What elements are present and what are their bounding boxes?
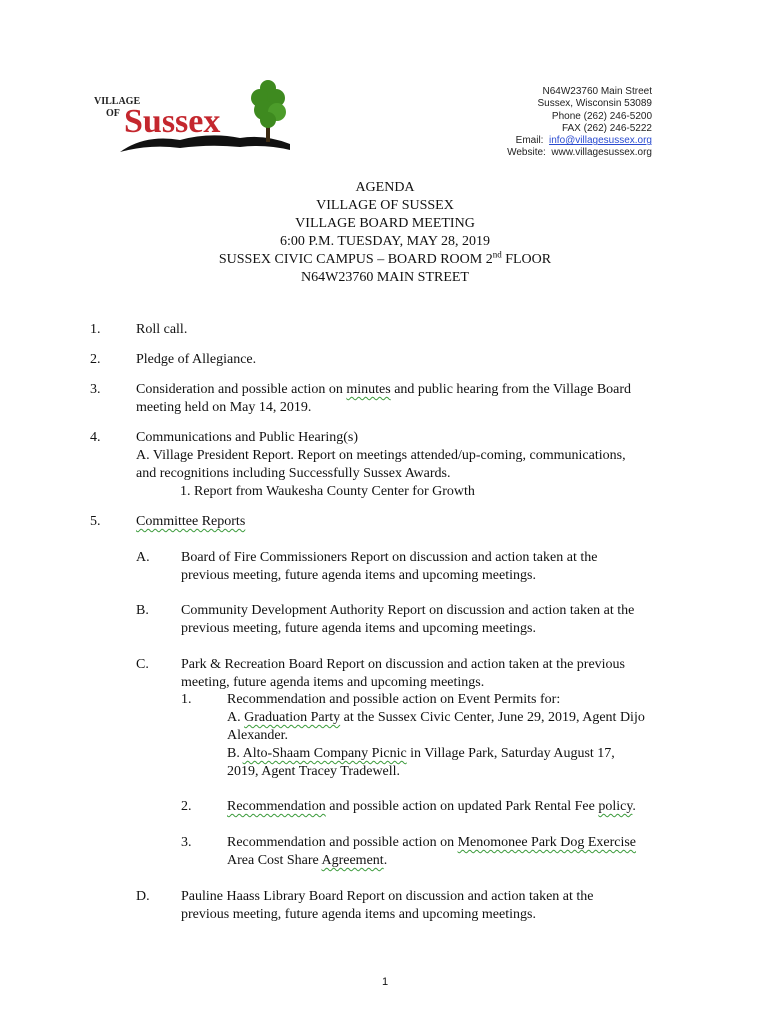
- sub-letter-b: B.: [136, 603, 149, 618]
- picnic-line2: 2019, Agent Tracey Tradewell.: [227, 764, 401, 779]
- item-waukesha-report: 1. Report from Waukesha County Center for Growth: [180, 484, 475, 499]
- address-street: N64W23760 Main Street: [542, 86, 652, 97]
- header-location-main: SUSSEX CIVIC CAMPUS – BOARD ROOM 2: [218, 252, 493, 267]
- recommendation-link[interactable]: Recommendation: [227, 799, 326, 814]
- header-meeting: VILLAGE BOARD MEETING: [295, 216, 475, 231]
- agreement-link[interactable]: Agreement: [321, 853, 384, 868]
- village-of-sussex-logo: [90, 74, 300, 158]
- graduation-party-line2: Alexander.: [227, 728, 289, 743]
- item-pledge: Pledge of Allegiance.: [136, 352, 257, 367]
- park-rec-sub-number-1: 1.: [181, 692, 192, 707]
- sub-letter-c: C.: [136, 657, 149, 672]
- header-location-floor: FLOOR: [501, 252, 552, 267]
- dog-exercise-line1: [227, 834, 636, 852]
- event-permits-heading: Recommendation and possible action on Event Permits for:: [227, 692, 561, 707]
- rental-fee-line: [227, 798, 636, 816]
- email-label: Email:: [515, 135, 544, 147]
- header-location: [0, 251, 770, 269]
- alto-shaam-picnic-link[interactable]: Alto-Shaam Company Picnic: [242, 746, 407, 761]
- item-president-report-line1: A. Village President Report. Report on meetings attended/up-coming, communications,: [136, 448, 626, 463]
- logo-of-text: OF: [106, 108, 120, 119]
- graduation-party-line: [227, 709, 645, 727]
- committee-reports-label[interactable]: Committee Reports: [136, 514, 246, 529]
- fire-commissioners-line1: Board of Fire Commissioners Report on discussion and action taken at the: [181, 550, 598, 565]
- minutes-link[interactable]: minutes: [346, 382, 391, 397]
- sub-letter-a: A.: [136, 550, 150, 565]
- page-number: 1: [381, 976, 389, 988]
- sub-letter-d: D.: [136, 889, 150, 904]
- park-rec-sub-number-2: 2.: [181, 799, 192, 814]
- address-fax: FAX (262) 246-5222: [561, 122, 652, 134]
- website-link[interactable]: www.villagesussex.org: [551, 147, 652, 159]
- header-location-sup: nd: [492, 249, 502, 260]
- item-minutes-line1: [136, 381, 631, 399]
- park-rec-sub-number-3: 3.: [181, 835, 192, 850]
- minutes-text-post: and public hearing from the Village Board: [390, 382, 632, 397]
- item-number-5: 5.: [90, 514, 101, 529]
- committee-reports-link[interactable]: [136, 513, 245, 531]
- logo-village-text: VILLAGE: [94, 96, 141, 107]
- item-number-3: 3.: [90, 382, 101, 397]
- address-phone: Phone (262) 246-5200: [551, 110, 652, 122]
- item-number-4: 4.: [90, 430, 101, 445]
- item-communications: Communications and Public Hearing(s): [136, 430, 359, 445]
- agenda-header: [0, 179, 770, 287]
- header-datetime: 6:00 P.M. TUESDAY, MAY 28, 2019: [280, 234, 490, 249]
- item-minutes-line2: meeting held on May 14, 2019.: [136, 400, 312, 415]
- item-number-1: 1.: [90, 322, 101, 337]
- header-village: VILLAGE OF SUSSEX: [316, 198, 454, 213]
- picnic-details: in Village Park, Saturday August 17,: [406, 746, 615, 761]
- picnic-prefix: B.: [227, 746, 243, 761]
- cda-report-line1: Community Development Authority Report on discussion and action taken at the: [181, 603, 635, 618]
- picnic-line: [227, 745, 615, 763]
- sussex-logo-graphic: [90, 74, 300, 158]
- address-website-line: [507, 147, 652, 159]
- rental-fee-text: and possible action on updated Park Rental Fee: [325, 799, 599, 814]
- minutes-text-pre: Consideration and possible action on: [136, 382, 347, 397]
- park-rec-line1: Park & Recreation Board Report on discussion and action taken at the previous: [181, 657, 626, 672]
- fire-commissioners-line2: previous meeting, future agenda items and upcoming meetings.: [181, 568, 536, 583]
- header-address: N64W23760 MAIN STREET: [301, 270, 469, 285]
- graduation-prefix: A.: [227, 710, 245, 725]
- item-president-report-line2: and recognitions including Successfully Sussex Awards.: [136, 466, 451, 481]
- dog-exercise-text: Recommendation and possible action on: [227, 835, 458, 850]
- policy-link[interactable]: policy: [598, 799, 633, 814]
- website-label: Website:: [507, 147, 546, 159]
- item-roll-call: Roll call.: [136, 322, 188, 337]
- address-email-line: [507, 135, 652, 147]
- park-rec-line2: meeting, future agenda items and upcoming meetings.: [181, 675, 485, 690]
- cda-report-line2: previous meeting, future agenda items and upcoming meetings.: [181, 621, 536, 636]
- item-number-2: 2.: [90, 352, 101, 367]
- address-block: [507, 86, 652, 160]
- cost-share-text: Area Cost Share: [227, 853, 322, 868]
- logo-sussex-text: Sussex: [124, 103, 221, 140]
- library-board-line1: Pauline Haass Library Board Report on discussion and action taken at the: [181, 889, 594, 904]
- graduation-party-link[interactable]: Graduation Party: [244, 710, 341, 725]
- dog-exercise-line2: [227, 852, 387, 870]
- email-link[interactable]: info@villagesussex.org: [549, 135, 652, 147]
- agreement-period: .: [383, 853, 388, 868]
- address-city: Sussex, Wisconsin 53089: [537, 98, 652, 110]
- menomonee-park-link[interactable]: Menomonee Park Dog Exercise: [457, 835, 637, 850]
- graduation-party-details: at the Sussex Civic Center, June 29, 2019, Agent Dijo: [340, 710, 645, 725]
- library-board-line2: previous meeting, future agenda items and upcoming meetings.: [181, 907, 536, 922]
- header-agenda: AGENDA: [355, 180, 415, 195]
- rental-fee-period: .: [632, 799, 636, 814]
